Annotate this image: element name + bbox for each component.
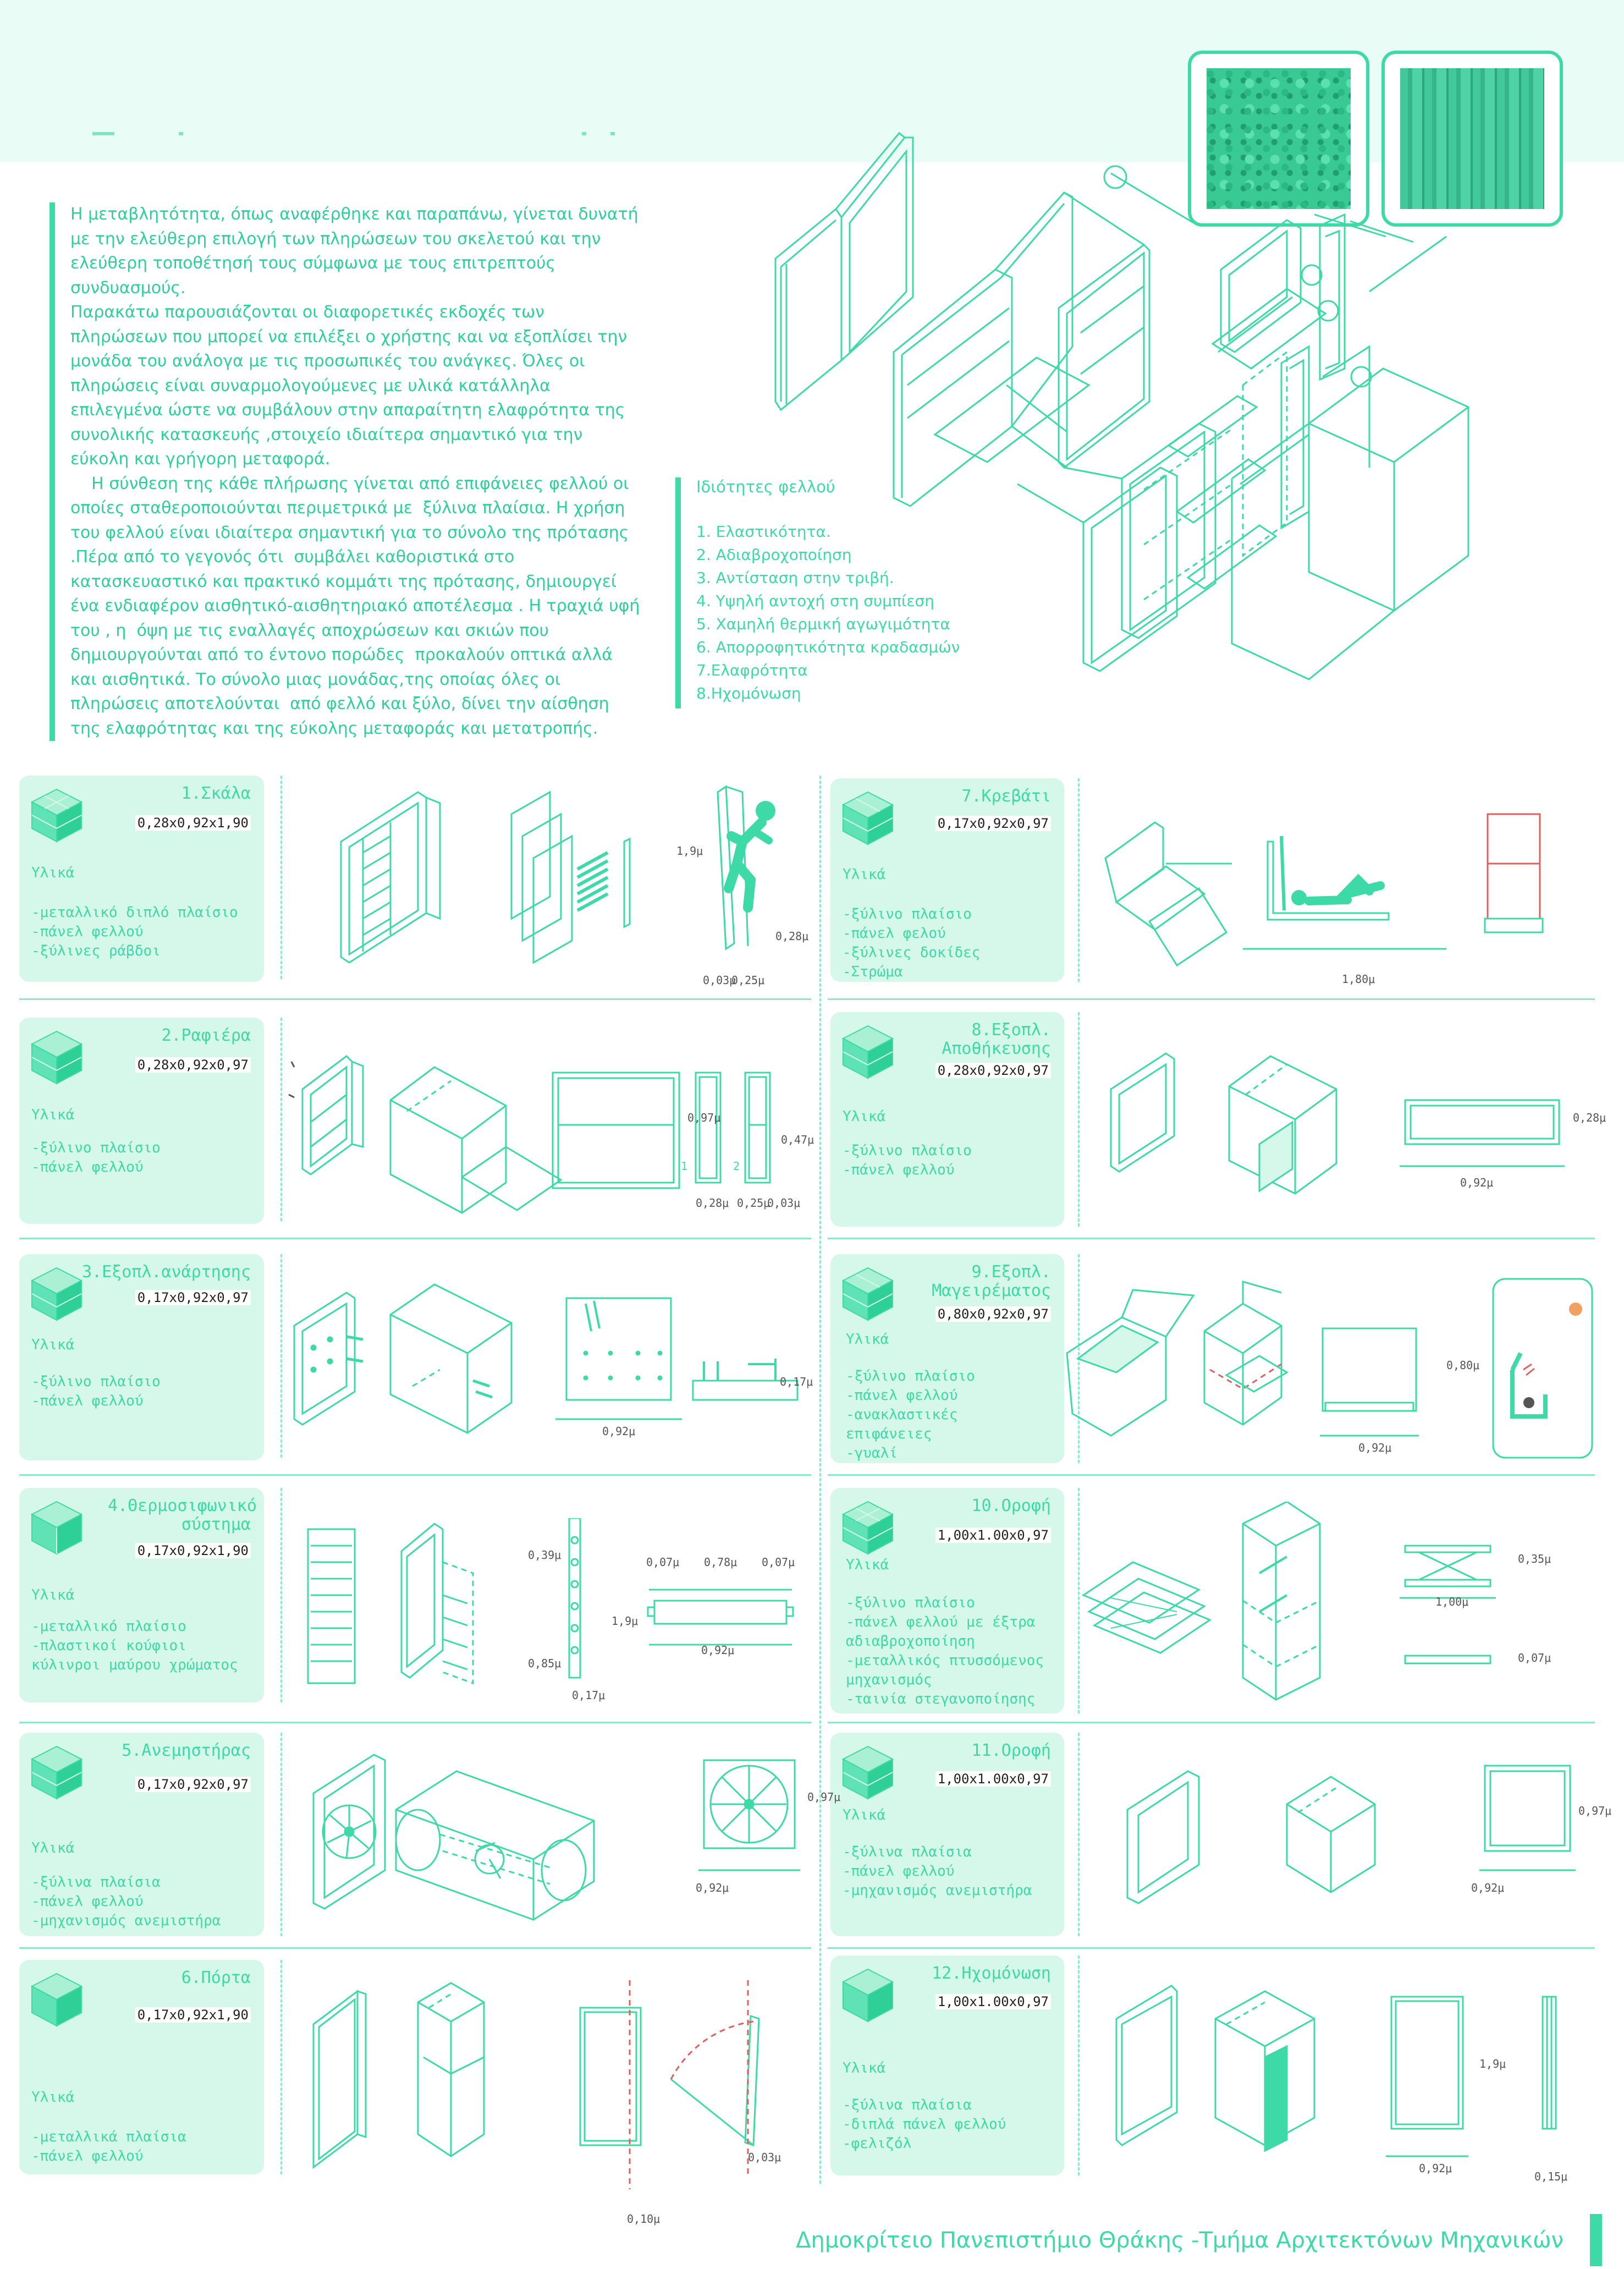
row-divider	[19, 1722, 811, 1723]
material-item: -ξύλινες ράβδοι	[31, 943, 161, 959]
climber-icon	[720, 798, 781, 924]
material-item: -πάνελ φελλού	[846, 1387, 958, 1404]
card-divider	[280, 1488, 282, 1702]
row-divider	[828, 1722, 1595, 1723]
dim-label: 0,97μ	[687, 1111, 721, 1124]
card-shelf	[19, 1018, 264, 1224]
material-item: -πάνελ φελλού	[31, 1393, 144, 1409]
card-title: 6.Πόρτα	[181, 1968, 251, 1987]
dim-label: 0,03μ	[703, 974, 736, 987]
materials-label: Υλικά	[31, 1107, 75, 1123]
module-cube-icon	[840, 1499, 895, 1557]
cooking-drawings	[1061, 1271, 1600, 1463]
materials-list	[843, 905, 980, 982]
materials-list	[846, 1594, 1044, 1709]
card-title: 12.Ηχομόνωση	[932, 1964, 1051, 1983]
dim-label: 0,07μ	[646, 1556, 680, 1569]
card-cooking	[830, 1254, 1064, 1463]
material-item: -ξύλινο πλαίσιο	[846, 1595, 975, 1611]
module-cube-icon	[29, 1029, 84, 1086]
card-title: 10.Οροφή	[971, 1496, 1051, 1515]
material-item: -μεταλλικό διπλό πλαίσιο	[31, 904, 238, 921]
dim-label: 0,92μ	[1419, 2162, 1452, 2175]
dim-label: 0,28μ	[696, 1196, 729, 1210]
dim-label: 0,07μ	[762, 1556, 795, 1569]
dim-label: 0,97μ	[807, 1790, 841, 1804]
column-divider	[819, 776, 821, 2184]
materials-list	[31, 2128, 186, 2166]
material-item: -πάνελ φελλού	[843, 1863, 955, 1880]
materials-list	[843, 1843, 1032, 1900]
materials-label: Υλικά	[31, 865, 75, 881]
intro-paragraph-1: Η μεταβλητότητα, όπως αναφέρθηκε και παραπάνω, γίνεται δυνατή με την ελεύθερη επιλογή των πληρώσεων του σκελετού και την ελεύθερη τοποθέτησή τους σύμφωνα με τους επιτρεπτούς συνδυασμούς.	[70, 205, 644, 298]
card-dimensions: 0,80x0,92x0,97	[935, 1306, 1051, 1322]
dim-label: 0,03μ	[748, 2151, 781, 2164]
row-divider	[19, 1947, 811, 1949]
dim-label: 0,39μ	[528, 1548, 561, 1562]
card-divider	[280, 1018, 282, 1221]
card-dimensions: 0,17x0,92x1,90	[135, 2007, 251, 2023]
footer-institution: Δημοκρίτειο Πανεπιστήμιο Θράκης -Τμήμα Αρχιτεκτόνων Μηχανικών	[796, 2228, 1564, 2253]
dim-label: 1,00μ	[1435, 1595, 1469, 1608]
property-item: 2. Αδιαβροχοποίηση	[696, 546, 852, 564]
materials-list	[843, 1141, 972, 1180]
module-cube-icon	[840, 1966, 895, 2024]
dim-label: 0,28μ	[1573, 1111, 1606, 1124]
card-title: 8.Εξοπλ. Αποθήκευσης	[942, 1020, 1051, 1058]
card-hanging-equipment	[19, 1254, 264, 1460]
card-fan	[19, 1733, 264, 1936]
card-dimensions: 0,17x0,92x0,97	[935, 816, 1051, 831]
card-roof-2	[830, 1733, 1064, 1936]
row-divider	[19, 1474, 811, 1476]
card-dimensions: 0,28x0,92x0,97	[935, 1063, 1051, 1078]
material-item: -μεταλλικά πλαίσια	[31, 2129, 186, 2145]
card-title: 7.Κρεβάτι	[961, 787, 1051, 806]
material-item: -πάνελ φελλού	[31, 2148, 144, 2164]
row-divider	[828, 1947, 1595, 1949]
materials-list	[843, 2096, 1006, 2153]
material-item: -Στρώμα	[843, 964, 903, 980]
material-item: -πάνελ φελλού με έξτρα	[846, 1614, 1036, 1630]
material-item: -πλαστικοί κούφιοι	[31, 1638, 186, 1654]
dim-label: 1	[681, 1160, 688, 1173]
dim-label: 0,47μ	[781, 1133, 814, 1146]
ghost-mark	[92, 132, 114, 135]
dim-label: 0,97μ	[1578, 1804, 1612, 1817]
intro-paragraph-2: Παρακάτω παρουσιάζονται οι διαφορετικές εκδοχές των πληρώσεων που μπορεί να επιλέξει ο χρήστης και να εξοπλίσει την μονάδα του ανάλογα με τις προσωπικές του ανάγκες. Όλες οι πληρώσεις είναι συναρμολογούμενες με υλικά κατάλληλα επιλεγμένα ώστε να συμβάλουν στην απαραίτητη ελαφρότητα της συνολικής κατασκευής ,στοιχείο ιδιαίτερα σημαντικό για την εύκολη και γρήγορη μεταφορά.	[70, 303, 632, 469]
material-item: -ξύλινο πλαίσιο	[846, 1368, 975, 1385]
dim-label: 1,9μ	[1479, 2057, 1506, 2070]
material-item: -ξύλινο πλαίσιο	[31, 1374, 161, 1390]
card-dimensions: 0,17x0,92x0,97	[135, 1777, 251, 1792]
sleeper-icon	[1287, 864, 1391, 913]
material-item: -μηχανισμός ανεμιστήρα	[31, 1913, 221, 1929]
materials-label: Υλικά	[846, 1331, 889, 1348]
material-item: επιφάνειες	[846, 1426, 932, 1442]
dim-label: 0,78μ	[704, 1556, 737, 1569]
card-divider	[280, 1733, 282, 1936]
materials-label: Υλικά	[843, 1108, 886, 1125]
card-divider	[1078, 1733, 1080, 1936]
materials-label: Υλικά	[843, 866, 886, 883]
material-item: -γυαλί	[846, 1445, 898, 1462]
solar-heater-drawings	[297, 1518, 808, 1716]
property-item: 8.Ηχομόνωση	[696, 684, 801, 702]
roof-1-drawings	[1078, 1502, 1595, 1711]
dim-label: 0,10μ	[627, 2212, 660, 2226]
material-item: -πάνελ φελού	[843, 925, 946, 942]
materials-list	[31, 1139, 161, 1177]
intro-paragraph-3: Η σύνθεση της κάθε πλήρωσης γίνεται από επιφάνειες φελλού οι οποίες σταθεροποιούνται περιμετρικά με ξύλινα πλαίσια. Η χρήση του φελλού είναι ιδιαίτερα σημαντική για το σύνολο της πρότασης .Πέρα από το γεγονός ότι συμβάλει καθοριστικά στο κατασκευαστικό και πρακτικό κομμάτι της πρότασης, δημιουργεί ένα ενδιαφέρον αισθητικό-αισθητηριακό αποτέλεσμα . Η τραχιά υφή του , η όψη με τις εναλλαγές αποχρώσεων και σκιών που δημιουργούνται από το έντονο πορώδες προκαλούν οπτικά αλλά και αισθητικά. Το σύνολο μιας μονάδας,της οποίας όλες οι πληρώσεις αποτελούνται από φελλό και ξύλο, δίνει την αίσθηση της ελαφρότητας και της εύκολης μεταφοράς και μετατροπής.	[70, 474, 645, 738]
dim-label: 0,92μ	[701, 1644, 735, 1657]
module-cube-icon	[29, 1499, 84, 1557]
row-divider	[828, 1474, 1595, 1476]
card-dimensions: 0,17x0,92x0,97	[135, 1290, 251, 1305]
property-item: 3. Αντίσταση στην τριβή.	[696, 569, 894, 587]
storage-drawings	[1094, 1034, 1578, 1221]
property-item: 1. Ελαστικότητα.	[696, 523, 831, 541]
dim-label: 0,92μ	[602, 1425, 636, 1438]
card-door	[19, 1960, 264, 2174]
card-dimensions: 1,00x1.00x0,97	[935, 1771, 1051, 1787]
materials-list	[31, 903, 238, 961]
sound-insulation-drawings	[1100, 1975, 1584, 2173]
module-cube-icon	[840, 1265, 895, 1323]
roof-2-drawings	[1116, 1749, 1584, 1931]
card-dimensions: 1,00x1.00x0,97	[935, 1528, 1051, 1543]
cork-properties-title: Ιδιότητες φελλού	[696, 477, 835, 496]
card-ladder	[19, 776, 264, 982]
module-cube-icon	[29, 1971, 84, 2029]
materials-list	[31, 1617, 238, 1675]
dim-label: 0,80μ	[1446, 1359, 1480, 1372]
dim-label: 0,85μ	[528, 1657, 561, 1670]
ghost-mark	[179, 132, 183, 135]
row-divider	[19, 1238, 811, 1239]
material-item: -διπλά πάνελ φελλού	[843, 2116, 1006, 2133]
dim-label: 1,9μ	[676, 844, 703, 858]
fan-drawings	[308, 1744, 803, 1936]
material-item: -ξύλινο πλαίσιο	[843, 906, 972, 922]
card-title: 2.Ραφιέρα	[161, 1026, 251, 1045]
materials-list	[846, 1367, 975, 1463]
row-divider	[828, 998, 1595, 1000]
shelf-drawings	[286, 1029, 808, 1227]
card-dimensions: 1,00x1.00x0,97	[935, 1994, 1051, 2009]
material-item: -ταινία στεγανοποίησης	[846, 1691, 1036, 1707]
material-item: -πάνελ φελλού	[31, 1893, 144, 1910]
card-roof-1	[830, 1488, 1064, 1713]
property-item: 4. Υψηλή αντοχή στη συμπίεση	[696, 592, 935, 610]
card-title: 11.Οροφή	[971, 1741, 1051, 1760]
dim-label: 1,9μ	[612, 1614, 638, 1628]
material-item: -μεταλλικός πτυσσόμενος	[846, 1652, 1044, 1669]
dim-label: 0,25μ	[737, 1196, 770, 1210]
dim-label: 0,07μ	[1518, 1651, 1551, 1664]
dim-label: 0,92μ	[1460, 1176, 1494, 1189]
module-cube-icon	[29, 787, 84, 844]
materials-label: Υλικά	[846, 1557, 889, 1573]
card-divider	[280, 1254, 282, 1458]
module-cube-icon	[29, 1265, 84, 1323]
dim-label: 0,92μ	[1471, 1881, 1505, 1894]
material-item: -μηχανισμός ανεμιστήρα	[843, 1882, 1032, 1899]
dim-label: 0,17μ	[780, 1375, 813, 1388]
property-item: 7.Ελαφρότητα	[696, 661, 808, 679]
material-item: -ανακλαστικές	[846, 1407, 958, 1423]
material-item: -ξύλινα πλαίσια	[843, 2097, 972, 2113]
dim-label: 0,92μ	[696, 1881, 729, 1894]
dim-label: 0,25μ	[731, 974, 765, 987]
material-item: -πάνελ φελλού	[31, 1159, 144, 1175]
material-item: -πάνελ φελλού	[843, 1162, 955, 1178]
hanging-equipment-drawings	[286, 1271, 808, 1463]
material-item: -ξύλινο πλαίσιο	[31, 1140, 161, 1156]
exploded-isometric-drawing	[759, 127, 1474, 710]
row-divider	[828, 1238, 1595, 1239]
card-dimensions: 0,28x0,92x1,90	[135, 815, 251, 831]
materials-label: Υλικά	[843, 1807, 886, 1823]
material-item: -ξύλινα πλαίσια	[31, 1874, 161, 1891]
card-divider	[1078, 1012, 1080, 1227]
card-divider	[1078, 778, 1080, 982]
materials-list	[31, 1372, 161, 1411]
dim-label: 2	[733, 1160, 740, 1173]
ghost-mark	[610, 132, 615, 135]
property-item: 5. Χαμηλή θερμική αγωγιμότητα	[696, 615, 950, 633]
material-item: -ξύλινα πλαίσια	[843, 1844, 972, 1860]
dim-label: 0,15μ	[1534, 2170, 1568, 2183]
materials-label: Υλικά	[31, 1337, 75, 1353]
ghost-mark	[582, 132, 586, 135]
card-title: 4.Θερμοσιφωνικό σύστημα	[108, 1496, 257, 1534]
materials-label: Υλικά	[843, 2060, 886, 2076]
material-item: -ξύλινες δοκίδες	[843, 944, 981, 961]
dim-label: 0,92μ	[1358, 1441, 1392, 1454]
materials-label: Υλικά	[31, 1840, 75, 1856]
dim-label: 0,35μ	[1518, 1552, 1551, 1565]
dim-label: 1,80μ	[1342, 973, 1375, 986]
module-cube-icon	[840, 1023, 895, 1081]
module-cube-icon	[840, 1744, 895, 1801]
materials-label: Υλικά	[31, 1587, 75, 1603]
material-item: -φελιζόλ	[843, 2135, 912, 2152]
intro-text	[49, 202, 645, 741]
card-title: 9.Εξοπλ. Μαγειρέματος	[932, 1262, 1051, 1300]
materials-list	[31, 1873, 221, 1931]
card-divider	[1078, 1955, 1080, 2175]
card-dimensions: 0,28x0,92x0,97	[135, 1057, 251, 1073]
dim-label: 0,03μ	[767, 1196, 801, 1210]
material-item: -ξύλινο πλαίσιο	[843, 1142, 972, 1159]
card-bed	[830, 778, 1064, 982]
dim-label: 0,17μ	[572, 1689, 605, 1702]
door-drawings	[302, 1969, 808, 2189]
card-title: 3.Εξοπλ.ανάρτησης	[81, 1262, 251, 1282]
card-title: 1.Σκάλα	[181, 784, 251, 803]
material-item: κύλινροι μαύρου χρώματος	[31, 1657, 238, 1673]
material-item: -πάνελ φελλού	[31, 924, 144, 940]
dim-label: 0,28μ	[775, 930, 809, 943]
card-storage	[830, 1012, 1064, 1227]
card-dimensions: 0,17x0,92x1,90	[135, 1543, 251, 1558]
material-item: αδιαβροχοποίηση	[846, 1633, 975, 1650]
card-divider	[280, 1960, 282, 2174]
property-item: 6. Απορροφητικότητα κραδασμών	[696, 638, 960, 656]
material-item: μηχανισμός	[846, 1672, 932, 1688]
materials-label: Υλικά	[31, 2089, 75, 2106]
card-divider	[280, 776, 282, 979]
card-title: 5.Ανεμηστήρας	[122, 1741, 251, 1760]
material-item: -μεταλλικό πλαίσιο	[31, 1618, 186, 1635]
module-cube-icon	[29, 1744, 84, 1801]
row-divider	[19, 998, 811, 1000]
module-cube-icon	[840, 789, 895, 847]
footer-accent-bar	[1590, 2214, 1602, 2266]
card-solar-heater	[19, 1488, 264, 1702]
card-sound-insulation	[830, 1955, 1064, 2175]
